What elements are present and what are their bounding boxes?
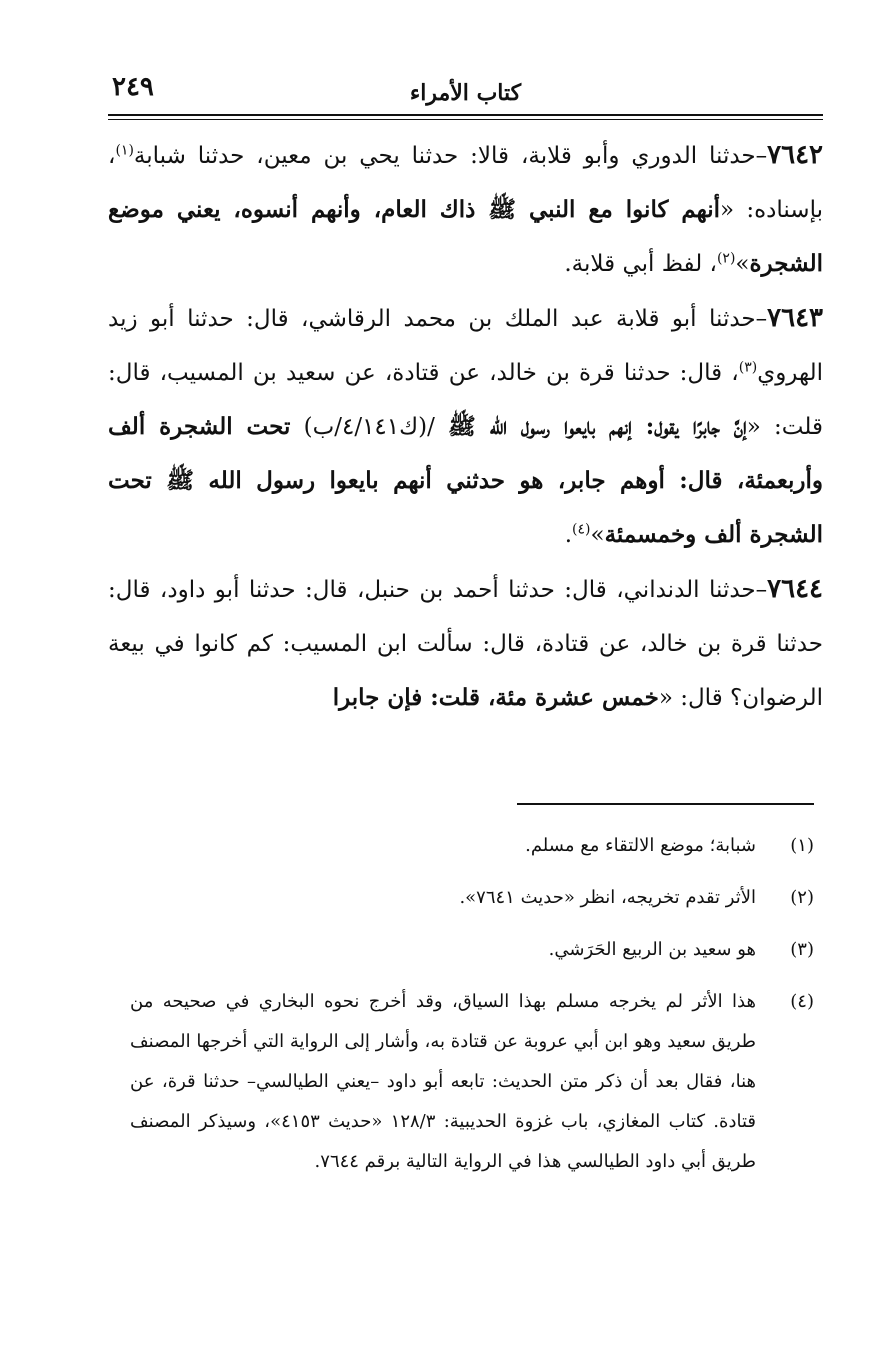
footnote-text: الأثر تقدم تخريجه، انظر «حديث ٧٦٤١». (459, 887, 756, 908)
hadith-7644 (108, 562, 823, 725)
main-text (108, 128, 823, 725)
hadith-matn: تحت الشجرة ألف وأربعمئة، قال: أوهم جابر، هو حدثني أنهم بايعوا رسول الله ﷺ تحت الشجرة ألف وخمسمئة (108, 413, 823, 548)
hadith-text: » (735, 251, 750, 277)
footnote-ref: (٢) (716, 250, 736, 267)
footnote-text: هذا الأثر لم يخرجه مسلم بهذا السياق، وقد أخرج نحوه البخاري في صحيحه من طريق سعيد وهو ابن أبي عروبة عن قتادة به، وأشار إلى الرواية التي أخرجها المصنف هنا، فقال بعد أن ذكر متن الحديث: تابعه أبو داود –يعني الطيالسي– حدثنا قرة، عن قتادة. كتاب المغازي، باب غزوة الحديبية: ١٢٨/٣ «حديث ٤١٥٣»، وسيذكر المصنف طريق أبي داود الطيالسي هذا في الرواية التالية برقم ٧٦٤٤. (130, 991, 756, 1172)
hadith-text: . (564, 522, 573, 548)
hadith-text: ، قال: حدثنا قرة بن خالد، عن قتادة، عن سعيد بن المسيب، قال: قلت: « (108, 360, 823, 440)
hadith-7643 (108, 291, 823, 562)
footnote (130, 930, 814, 970)
header-rule-thin (108, 119, 823, 120)
hadith-text: ، بإسناده: « (108, 143, 823, 223)
hadith-7642 (108, 128, 823, 291)
footnote-label: (١) (790, 835, 814, 856)
running-title: كتاب الأمراء (409, 80, 522, 106)
footnote-label: (٤) (790, 991, 814, 1012)
footnote-text: هو سعيد بن الربيع الحَرَشي. (548, 939, 756, 960)
page-header (108, 70, 823, 118)
manuscript-marker: /(ك٤/١٤١/ب) (290, 414, 449, 440)
footnote-text: شبابة؛ موضع الالتقاء مع مسلم. (525, 835, 756, 856)
hadith-text: –حدثنا الدوري وأبو قلابة، قالا: حدثنا يحي بن معين، حدثنا شبابة (133, 143, 768, 169)
hadith-number: ٧٦٤٢ (767, 140, 823, 170)
footnote (130, 826, 814, 866)
hadith-text: » (590, 522, 605, 548)
hadith-number: ٧٦٤٤ (767, 574, 823, 604)
footnote-separator (517, 803, 814, 805)
footnote (130, 878, 814, 918)
footnote-label: (٣) (790, 939, 814, 960)
footnote-ref: (٣) (738, 359, 758, 376)
hadith-matn: إنَّ جابرًا يقول: إنهم بايعوا رسول الله ﷺ (448, 413, 747, 440)
footnote (130, 982, 814, 1182)
hadith-matn: أنهم كانوا مع النبي ﷺ ذاك العام، وأنهم أنسوه، يعني موضع الشجرة (108, 196, 823, 277)
hadith-text: –حدثنا الدنداني، قال: حدثنا أحمد بن حنبل، قال: حدثنا أبو داود، قال: حدثنا قرة بن خالد، عن قتادة، قال: سألت ابن المسيب: كم كانوا في بيعة الرضوان؟ قال: « (108, 577, 823, 711)
hadith-matn: خمس عشرة مئة، قلت: فإن جابرا (332, 684, 659, 711)
footnote-ref: (٤) (572, 521, 591, 538)
footnote-label: (٢) (790, 887, 814, 908)
page-number: ٢٤٩ (112, 72, 154, 102)
hadith-text: –حدثنا أبو قلابة عبد الملك بن محمد الرقاشي، قال: حدثنا أبو زيد الهروي (108, 306, 823, 386)
footnotes (130, 826, 814, 1194)
header-rule (108, 114, 823, 116)
hadith-number: ٧٦٤٣ (767, 303, 823, 333)
footnote-ref: (١) (115, 142, 134, 159)
hadith-text: ، لفظ أبي قلابة. (564, 251, 717, 277)
